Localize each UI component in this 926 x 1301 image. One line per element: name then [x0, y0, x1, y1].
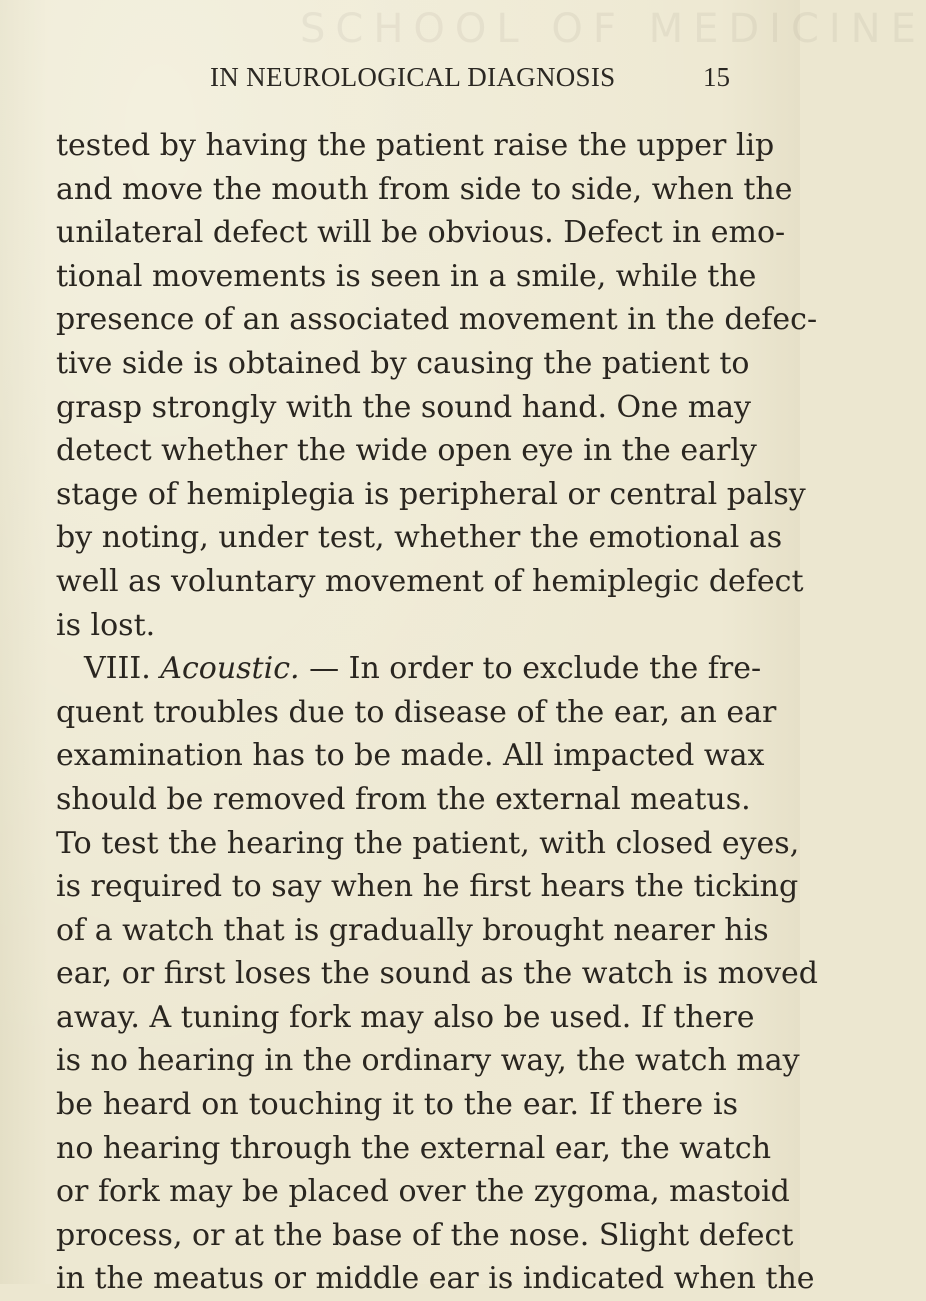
section-intro: — In order to exclude the fre-	[299, 651, 762, 687]
body-text	[56, 124, 818, 1301]
text-line: stage of hemiplegia is peripheral or central palsy	[56, 476, 806, 512]
text-line: process, or at the base of the nose. Slight defect	[56, 1217, 794, 1253]
text-line: of a watch that is gradually brought nearer his	[56, 912, 769, 948]
text-line: or fork may be placed over the zygoma, mastoid	[56, 1174, 790, 1210]
text-line: tive side is obtained by causing the patient to	[56, 345, 750, 381]
text-line: grasp strongly with the sound hand. One may	[56, 389, 752, 425]
section-number: VIII.	[84, 651, 161, 687]
text-line: unilateral defect will be obvious. Defect in emo-	[56, 215, 786, 251]
text-line: away. A tuning fork may also be used. If there	[56, 999, 755, 1035]
text-line: be heard on touching it to the ear. If there is	[56, 1087, 738, 1123]
text-line: in the meatus or middle ear is indicated when the	[56, 1261, 815, 1297]
text-line: examination has to be made. All impacted wax	[56, 738, 765, 774]
text-line: well as voluntary movement of hemiplegic defect	[56, 563, 804, 599]
bleed-through-text: SCHOOL OF MEDICINE	[300, 6, 926, 52]
page-header	[210, 56, 730, 102]
text-line: tested by having the patient raise the upper lip	[56, 128, 775, 163]
text-line: no hearing through the external ear, the watch	[56, 1130, 772, 1166]
page-number: 15	[703, 62, 730, 92]
text-line: is lost.	[56, 607, 156, 643]
section-heading-line	[56, 647, 762, 691]
text-line: by noting, under test, whether the emotional as	[56, 520, 783, 556]
text-line: is required to say when he first hears the ticking	[56, 869, 799, 905]
section-title: Acoustic.	[160, 651, 300, 687]
text-line: presence of an associated movement in the defec-	[56, 302, 818, 338]
text-line: detect whether the wide open eye in the early	[56, 433, 757, 469]
text-line: is no hearing in the ordinary way, the watch may	[56, 1043, 800, 1079]
text-line: should be removed from the external meatus.	[56, 781, 751, 817]
text-line: ear, or first loses the sound as the watch is moved	[56, 956, 818, 992]
text-line: tional movements is seen in a smile, while the	[56, 258, 757, 294]
text-line: quent troubles due to disease of the ear, an ear	[56, 694, 777, 730]
running-head: IN NEUROLOGICAL DIAGNOSIS	[210, 62, 616, 92]
text-line: and move the mouth from side to side, when the	[56, 171, 793, 207]
text-line: To test the hearing the patient, with closed eyes,	[56, 825, 800, 861]
